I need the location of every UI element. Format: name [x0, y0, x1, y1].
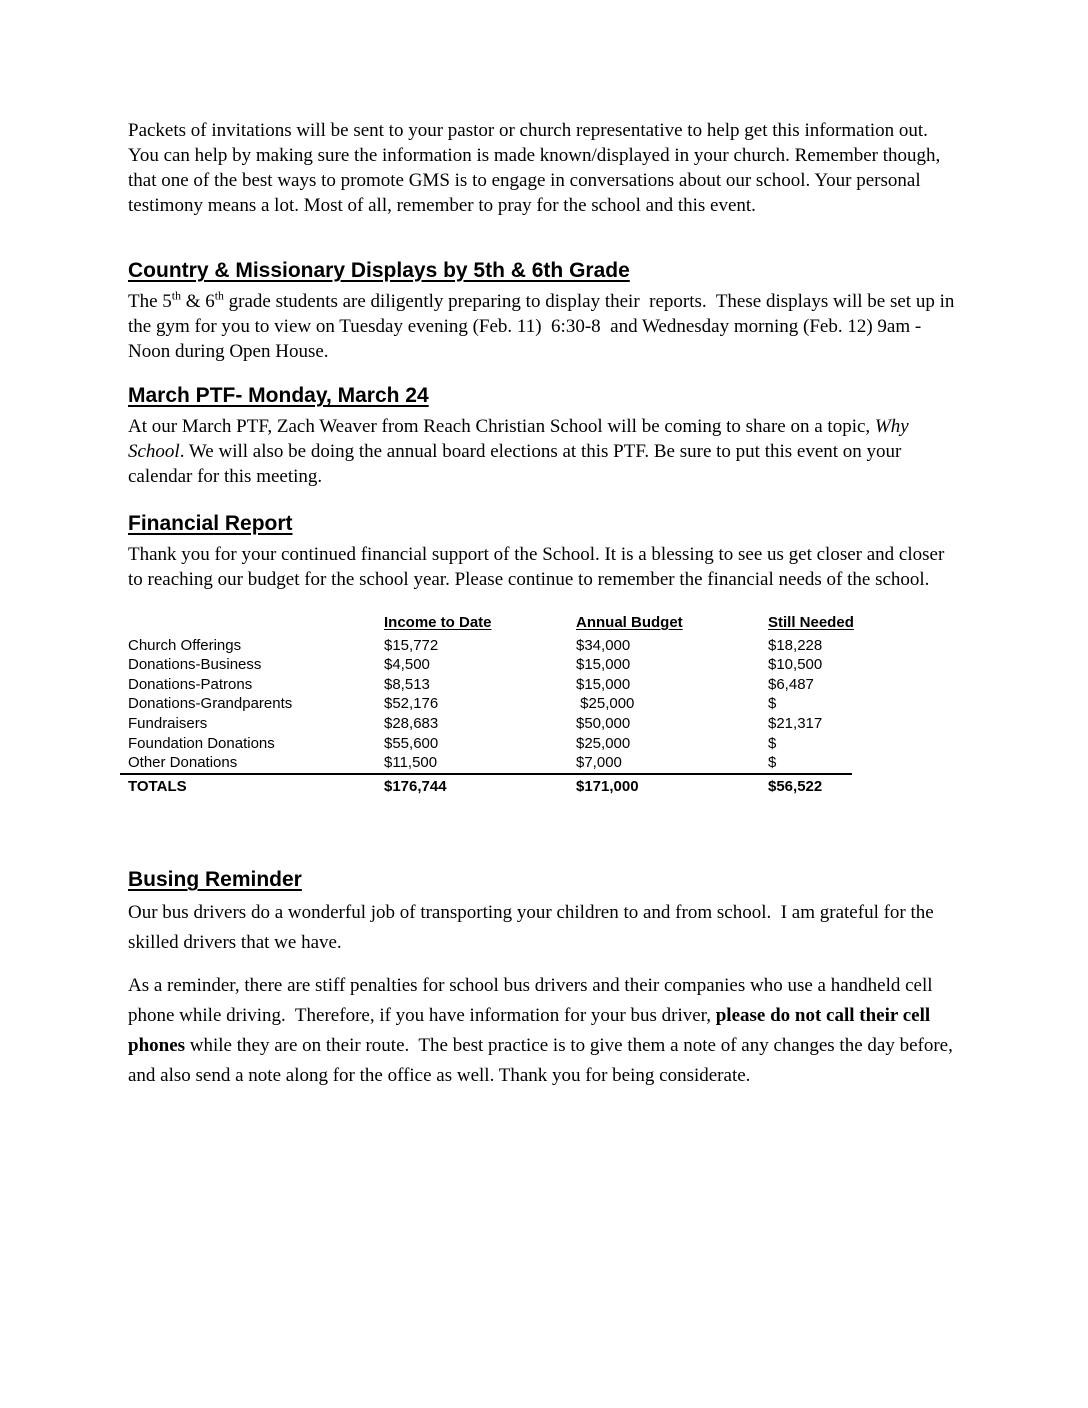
table-cell-budget: $25,000	[576, 734, 631, 752]
paragraph-march-ptf	[128, 414, 960, 489]
paragraph-busing-1	[128, 898, 960, 958]
paragraph-displays	[128, 289, 960, 364]
table-header-budget-label: Annual Budget	[576, 614, 683, 631]
table-cell-needed: $	[768, 695, 777, 713]
financial-table	[128, 613, 852, 796]
heading-financial-report: Financial Report	[128, 512, 293, 535]
busing-bold-warning: please do not call their cell phones	[128, 1005, 935, 1057]
paragraph-financial	[128, 542, 960, 592]
table-header-income-to-date	[384, 613, 576, 636]
table-header-income-label: Income to Date	[384, 614, 492, 631]
table-cell-budget: $50,000	[576, 714, 631, 732]
table-cell-needed: $18,228	[768, 636, 823, 654]
table-cell-income: $4,500	[384, 656, 430, 674]
table-cell-needed: $6,487	[768, 675, 814, 693]
table-cell-income: $8,513	[384, 675, 430, 693]
displays-text-2: & 6	[180, 291, 215, 312]
table-header-still-needed	[768, 613, 852, 636]
table-cell-budget: $15,000	[576, 656, 631, 674]
table-cell-income: $15,772	[384, 636, 439, 654]
table-row-label: Foundation Donations	[128, 734, 275, 752]
table-cell-budget: $7,000	[576, 754, 622, 772]
table-cell-income: $52,176	[384, 695, 439, 713]
table-cell-income: $28,683	[384, 714, 439, 732]
table-cell-needed: $10,500	[768, 656, 823, 674]
ptf-text-2: . We will also be doing the annual board elections at this PTF. Be sure to put this event on your calendar for this meeting.	[128, 441, 907, 487]
table-cell-needed: $21,317	[768, 714, 823, 732]
table-header-annual-budget	[576, 613, 768, 636]
paragraph-invitations	[128, 118, 960, 218]
table-totals-needed: $56,522	[768, 777, 823, 795]
ptf-topic-italic: Why School	[128, 416, 914, 462]
displays-text-1: The 5	[128, 291, 172, 312]
superscript-th-2: th	[214, 289, 224, 303]
table-cell-needed: $	[768, 754, 777, 772]
busing-text-2a: As a reminder, there are stiff penalties for school bus drivers and their companies who use a handheld cell phone while driving. Therefore, if you have information for your bus driver,	[128, 975, 938, 1027]
table-cell-budget: $15,000	[576, 675, 631, 693]
table-row-label: Fundraisers	[128, 714, 208, 732]
table-row-label: Donations-Business	[128, 656, 262, 674]
heading-country-missionary-displays: Country & Missionary Displays by 5th & 6th Grade	[128, 259, 630, 282]
table-row-label: Other Donations	[128, 754, 238, 772]
table-row-label: Donations-Patrons	[128, 675, 253, 693]
busing-text-1: Our bus drivers do a wonderful job of transporting your children to and from school. I am grateful for the skilled drivers that we have.	[128, 902, 939, 954]
table-cell-budget: $34,000	[576, 636, 631, 654]
paragraph-invitations-text: Packets of invitations will be sent to your pastor or church representative to help get this information out. You can help by making sure the information is made known/displayed in your church. Remember though, that one of the best ways to promote GMS is to engage in conversations about our school. Your personal testimony means a lot. Most of all, remember to pray for the school and this event.	[128, 120, 946, 216]
heading-busing-reminder: Busing Reminder	[128, 868, 302, 892]
heading-march-ptf: March PTF- Monday, March 24	[128, 384, 429, 407]
table-header-blank	[128, 613, 384, 636]
table-cell-budget: $25,000	[576, 695, 635, 713]
table-cell-needed: $	[768, 734, 777, 752]
superscript-th-1: th	[171, 289, 181, 303]
table-totals-label: TOTALS	[128, 777, 187, 795]
table-totals-income: $176,744	[384, 777, 447, 795]
table-totals-budget: $171,000	[576, 777, 639, 795]
busing-text-2b: while they are on their route. The best practice is to give them a note of any changes the day before, and also send a note along for the office as well. Thank you for being considerate.	[128, 1035, 958, 1087]
paragraph-busing-2	[128, 971, 960, 1091]
ptf-text-1: At our March PTF, Zach Weaver from Reach Christian School will be coming to share on a topic,	[128, 416, 875, 437]
table-header-needed-label: Still Needed	[768, 614, 854, 631]
table-row-label: Church Offerings	[128, 636, 242, 654]
table-row-label: Donations-Grandparents	[128, 695, 293, 713]
displays-text-3: grade students are diligently preparing to display their reports. These displays will be set up in the gym for you to view on Tuesday evening (Feb. 11) 6:30-8 and Wednesday morning (Feb. 12) 9am - Noon during Open House.	[128, 291, 960, 362]
table-cell-income: $11,500	[384, 754, 438, 772]
table-cell-income: $55,600	[384, 734, 439, 752]
financial-text: Thank you for your continued financial support of the School. It is a blessing to see us get closer and closer to reaching our budget for the school year. Please continue to remember the financial needs of the school.	[128, 544, 950, 590]
